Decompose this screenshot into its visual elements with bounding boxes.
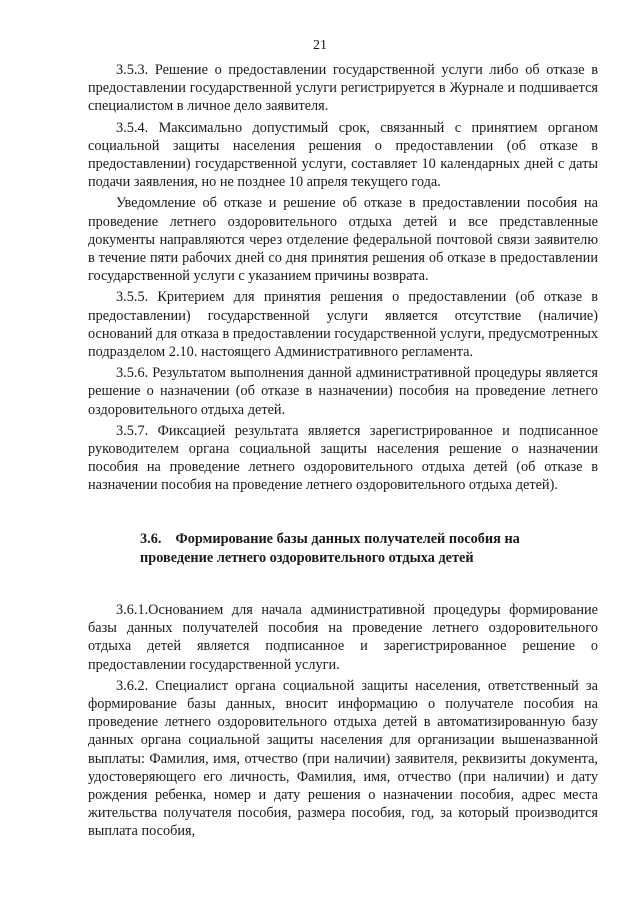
section-number: 3.6. (140, 531, 162, 547)
paragraph-3-6-2: 3.6.2. Специалист органа социальной защиты населения, ответственный за формирование базы данных, вносит информацию о получателе пособия на проведение летнего оздоровительного отдыха детей в автоматизированную базу данных органа социальной защиты населения для организации вышеназванной выплаты: Фамилия, имя, отчество (при наличии) заявителя, реквизиты документа, удостоверяющего его личность, Фамилия, имя, отчество (при наличии) и дату рождения ребенка, номер и дату решения о назначении пособия, адрес места жительства получателя пособия, размера пособия, год, за который производится выплата пособия, (88, 677, 598, 840)
section-heading (140, 530, 570, 567)
paragraph-3-5-3: 3.5.3. Решение о предоставлении государственной услуги либо об отказе в предоставлении государственной услуги регистрируется в Журнале и подшивается специалистом в личное дело заявителя. (88, 62, 598, 115)
paragraph-3-5-7: 3.5.7. Фиксацией результата является зарегистрированное и подписанное руководителем органа социальной защиты населения решение о назначении пособия на проведение летнего оздоровительного отдыха детей (об отказе в назначении пособия на проведение летнего оздоровительного отдыха детей). (88, 422, 598, 494)
page-number: 21 (313, 38, 327, 53)
paragraph-3-5-6: 3.5.6. Результатом выполнения данной административной процедуры является решение о назначении (об отказе в назначении) пособия на проведение летнего оздоровительного отдыха детей. (88, 365, 598, 418)
section-3-5-text (88, 61, 598, 498)
paragraph-refusal-notice: Уведомление об отказе и решение об отказе в предоставлении пособия на проведение летнего оздоровительного отдыха детей и все представленные документы направляются через отделение федеральной почтовой связи заявителю в течение пяти рабочих дней со дня принятия решения об отказе в предоставлении государственной услуги с указанием причины возврата. (88, 195, 598, 285)
section-title: Формирование базы данных получателей пособия на проведение летнего оздоровительного отдыха детей (140, 531, 520, 566)
paragraph-3-5-5: 3.5.5. Критерием для принятия решения о предоставлении (об отказе в предоставлении) государственной услуги является отсутствие (наличие) оснований для отказа в предоставлении государственной услуги, предусмотренных подразделом 2.10. настоящего Административного регламента. (88, 289, 598, 361)
paragraph-3-5-4: 3.5.4. Максимально допустимый срок, связанный с принятием органом социальной защиты населения решения о предоставлении (об отказе в предоставлении) государственной услуги, составляет 10 календарных дней с даты подачи заявления, но не позднее 10 апреля текущего года. (88, 119, 598, 191)
section-3-6-text (88, 601, 598, 844)
paragraph-3-6-1: 3.6.1.Основанием для начала административной процедуры формирование базы данных получателей пособия на проведение летнего оздоровительного отдыха детей является подписанное и зарегистрированное решение о предоставлении государственной услуги. (88, 602, 598, 673)
